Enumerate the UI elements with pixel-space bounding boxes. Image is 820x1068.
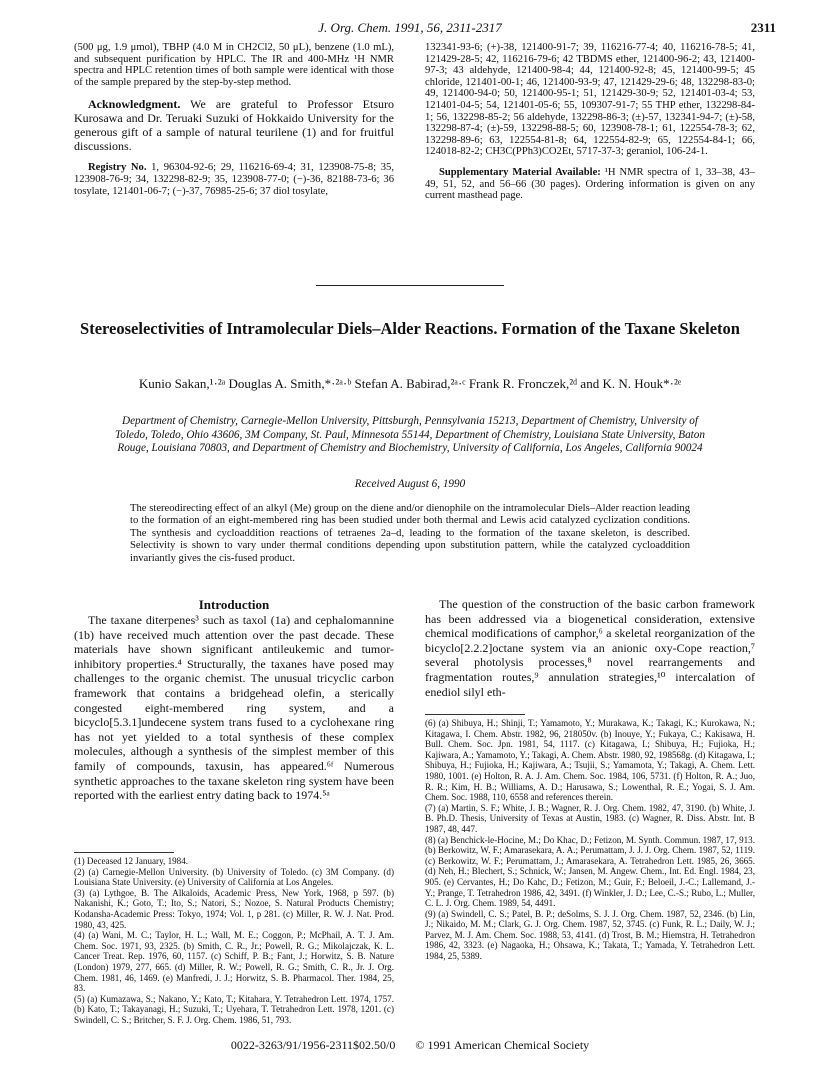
- introduction-right-text: [425, 597, 755, 699]
- page-number: 2311: [750, 20, 776, 35]
- footer-code: 0022-3263/91/1956-2311$02.50/0: [230, 1038, 396, 1052]
- author-list: Kunio Sakan,¹·²ᵃ Douglas A. Smith,*·²ᵃ·ᵇ Stefan A. Babirad,²ᵃ·ᶜ Frank R. Fronczek,²ᵈ and K. N. Houk*·²ᵉ: [138, 376, 682, 391]
- supplementary-material: [425, 167, 755, 202]
- introduction-paragraph: The taxane diterpenes³ such as taxol (1a) and cephalomannine (1b) have received much attention over the past decade. These materials have shown significant antileukemic and tumor-inhibitory properties.⁴ Structurally, the taxanes have posed may challenges to the organic chemist. The unusual tricyclic carbon framework that contains a bridgehead olefin, a sterically congested eight-membered ring system, and a bicyclo[5.3.1]undecene system trans fused to a cyclohexane ring has not yet yielded to a total synthesis of these complex molecules, although a synthesis of the simplest member of this family of compounds, taxusin, has appeared.⁶ᶠ Numerous synthetic approaches to the taxane skeleton ring system have been reported with the earliest entry dating back to 1974.⁵ᵃ: [74, 613, 394, 803]
- footnotes-right: [425, 718, 755, 962]
- footnote-rule-left: [74, 852, 174, 853]
- introduction-paragraph-right: The question of the construction of the basic carbon framework has been addressed via a biogenetical consideration, extensive chemical modifications of camphor,⁶ a skeletal reorganization of the bicyclo[2.2.2]octane system via an anionic oxy-Cope reaction,⁷ several photolysis processes,⁸ novel rearrangements and fragmentation routes,⁹ annulation strategies,¹⁰ intercalation of enediol silyl eth-: [425, 597, 755, 699]
- introduction-heading: Introduction: [198, 597, 270, 612]
- acknowledgment-text: We are grateful to Professor Etsuro Kurosawa and Dr. Teruaki Suzuki of Hokkaido University for the generous gift of a sample of natural teurilene (1) and for fruitful discussions.: [74, 97, 394, 154]
- acknowledgment-label: Acknowledgment.: [88, 97, 181, 112]
- footnote: (8) (a) Benchick-le-Hocine, M.; Do Khac, D.; Fetizon, M. Synth. Commun. 1987, 17, 913. (b) Berkowitz, W. F.; Amarasekara, A. A.; Perumattam, J. J. J. Org. Chem. 1987, 52, 1119. (c) Berkowitz, W. F.; Perumattam, J.; Amarasekara, A. Tetrahedron Lett. 1985, 26, 3665. (d) Neh, H.; Blechert, S.; Schnick, W.; Jansen, M. Angew. Chem., Int. Ed. Engl. 1984, 23, 905. (e) Cervantes, H.; Do Kahc, D.; Fetizon, M.; Guir, F.; Beloeil, J.-C.; Lallemand, J.-Y.; Prange, T. Tetrahedron 1986, 42, 3491. (f) Winkler, J. D.; Lee, C.-S.; Rubo, L.; Muller, C. L. J. Org. Chem. 1989, 54, 4491.: [425, 834, 755, 909]
- affiliations: Department of Chemistry, Carnegie-Mellon University, Pittsburgh, Pennsylvania 15213, Department of Chemistry, University of Toledo, Toledo, Ohio 43606, 3M Company, St. Paul, Minnesota 55144, Department of Chemistry, Louisiana State University, Baton Rouge, Louisiana 70803, and Department of Chemistry and Biochemistry, University of California, Los Angeles, California 90024: [115, 415, 705, 455]
- footnotes-left: [74, 856, 394, 1026]
- section-divider: [316, 285, 504, 286]
- top-right-column: [425, 42, 755, 211]
- top-left-column: [74, 42, 394, 206]
- registry-label: Registry No.: [88, 162, 147, 174]
- footnote: (3) (a) Lythgoe, B. The Alkaloids, Academic Press, New York, 1968, p 597. (b) Nakanishi, K.; Goto, T.; Ito, S.; Natori, S.; Nozoe, S. Natural Products Chemistry; Kodansha-Academic Press: Tokyo, 1974; Vol. 1, p 281. (c) Miller, R. W. J. Nat. Prod. 1980, 43, 425.: [74, 887, 394, 930]
- received-date: Received August 6, 1990: [354, 478, 466, 490]
- footnote: (5) (a) Kumazawa, S.; Nakano, Y.; Kato, T.; Kitahara, Y. Tetrahedron Lett. 1974, 1757. (b) Kato, T.; Takayanagi, H.; Suzuki, T.; Uyehara, T. Tetrahedron Lett. 1978, 1201. (c) Swindell, C. S.; Britcher, S. F. J. Org. Chem. 1986, 51, 793.: [74, 993, 394, 1025]
- running-header: J. Org. Chem. 1991, 56, 2311-2317: [318, 20, 502, 35]
- acknowledgment: [74, 97, 394, 153]
- registry-continued: 132341-93-6; (+)-38, 121400-91-7; 39, 116216-77-4; 40, 116216-78-5; 41, 121429-28-5; 42, 116216-79-6; 42 TBDMS ether, 121400-96-2; 43, 121400-97-3; 43 aldehyde, 121400-98-4; 44, 121400-92-8; 45, 121400-99-5; 45 chloride, 121401-00-1; 46, 121400-93-9; 47, 121429-29-6; 48, 132298-83-0; 49, 121400-94-0; 50, 121400-95-1; 51, 121429-30-9; 52, 121401-03-4; 53, 121401-04-5; 54, 121401-05-6; 55, 109307-91-7; 55 THP ether, 132298-84-1; 56, 132298-85-2; 56 aldehyde, 132298-86-3; (±)-57, 132341-94-7; (±)-58, 132298-87-4; (±)-59, 132298-88-5; 60, 123908-78-1; 61, 122554-78-3; 62, 132298-89-6; 63, 122554-81-8; 64, 122554-82-9; 65, 122554-84-1; 66, 124018-82-2; CH3C(PPh3)CO2Et, 5717-37-3; geraniol, 106-24-1.: [425, 42, 755, 158]
- registry-text: 1, 96304-92-6; 29, 116216-69-4; 31, 123908-75-8; 35, 123908-76-9; 34, 132298-82-9; 35, 123908-77-0; (−)-36, 82188-73-6; 36 tosylate, 121401-06-7; (−)-37, 76985-25-6; 37 diol tosylate,: [74, 162, 394, 197]
- footnote: (2) (a) Carnegie-Mellon University. (b) University of Toledo. (c) 3M Company. (d) Louisiana State University. (e) University of California at Los Angeles.: [74, 866, 394, 888]
- footer-copyright: © 1991 American Chemical Society: [415, 1038, 590, 1052]
- footnote: (1) Deceased 12 January, 1984.: [74, 856, 189, 866]
- introduction-left-text: [74, 613, 394, 803]
- page-footer: [0, 1038, 820, 1053]
- footnote: (9) (a) Swindell, C. S.; Patel, B. P.; deSolms, S. J. J. Org. Chem. 1987, 52, 2346. (b) Lin, J.; Nikaido, M. M.; Clark, G. J. Org. Chem. 1987, 52, 3745. (c) Funk, R. L.; Daily, W. J.; Parvez, M. J. Am. Chem. Soc. 1988, 53, 4141. (d) Trost, B. M.; Hiemstra, H. Tetrahedron 1986, 42, 3323. (e) Nagaoka, H.; Ohsawa, K.; Takata, T.; Yamada, Y. Tetrahedron Lett. 1984, 25, 5389.: [425, 908, 755, 962]
- supplementary-text: ¹H NMR spectra of 1, 33–38, 43–49, 51, 52, and 56–66 (30 pages). Ordering information is given on any current masthead page.: [425, 166, 755, 202]
- supplementary-label: Supplementary Material Available:: [439, 166, 601, 178]
- registry-numbers: [74, 162, 394, 197]
- experimental-tail: (500 μg, 1.9 μmol), TBHP (4.0 M in CH2Cl2, 50 μL), benzene (1.0 mL), and subsequent purification by HPLC. The IR and 400-MHz ¹H NMR spectra and HPLC retention times of both sample were identical with those of the sample prepared by the step-by-step method.: [74, 42, 394, 88]
- footnote-rule-right: [425, 714, 525, 715]
- footnote: (7) (a) Martin, S. F.; White, J. B.; Wagner, R. J. Org. Chem. 1982, 47, 3190. (b) White, J. B. Ph.D. Thesis, University of Texas at Austin, 1983. (c) Wagner, R. Diss. Abstr. Int. B 1987, 48, 447.: [425, 802, 755, 834]
- article-title: Stereoselectivities of Intramolecular Diels–Alder Reactions. Formation of the Taxane Skeleton: [80, 319, 740, 338]
- footnote: (6) (a) Shibuya, H.; Shinji, T.; Yamamoto, Y.; Murakawa, K.; Takagi, K.; Kurokawa, N.; Kitagawa, I. Chem. Abstr. 1982, 96, 218050v. (b) Inouye, Y.; Fukaya, C.; Kakisawa, H. Bull. Chem. Soc. Jpn. 1981, 54, 1117. (c) Kitagawa, I.; Shibuya, H.; Fujioka, H.; Kajiwara, A.; Yamamoto, Y.; Takagi, A. Chem. Abstr. 1980, 92, 198568g. (d) Kitagawa, I.; Shibuya, H.; Fujioka, H.; Kajiwara, A.; Tsujii, S.; Yamamota, Y.; Takagi, A. Chem. Lett. 1980, 1001. (e) Holton, R. A. J. Am. Chem. Soc. 1984, 106, 5731. (f) Holton, R. A.; Juo, R. R.; Kim, H. B.; Williams, A. D.; Harusawa, S.; Lowenthal, R. E.; Yogai, S. J. Am. Chem. Soc. 1988, 110, 6558 and references therein.: [425, 718, 755, 803]
- abstract: The stereodirecting effect of an alkyl (Me) group on the diene and/or dienophile on the intramolecular Diels–Alder reaction leading to the formation of an eight-membered ring has been studied under both thermal and Lewis acid catalyzed cyclization conditions. The synthesis and cycloaddition reactions of tetraenes 2a–d, leading to the formation of the taxane skeleton, is described. Selectivity is shown to vary under thermal conditions depending upon substitution pattern, while the catalyzed cycloaddition invariantly gives the cis-fused product.: [130, 503, 690, 564]
- footnote: (4) (a) Wani, M. C.; Taylor, H. L.; Wall, M. E.; Coggon, P.; McPhail, A. T. J. Am. Chem. Soc. 1971, 93, 2325. (b) Smith, C. R., Jr.; Powell, R. G.; Mikolajczak, K. L. Cancer Treat. Rep. 1976, 60, 1157. (c) Schiff, P. B.; Fant, J.; Horwitz, S. B. Nature (London) 1979, 277, 665. (d) Miller, R. W.; Powell, R. G.; Smith, C. R., Jr. J. Org. Chem. 1981, 46, 1469. (e) Manfredi, J. J.; Horwitz, S. B. Pharmacol. Ther. 1984, 25, 83.: [74, 930, 394, 994]
